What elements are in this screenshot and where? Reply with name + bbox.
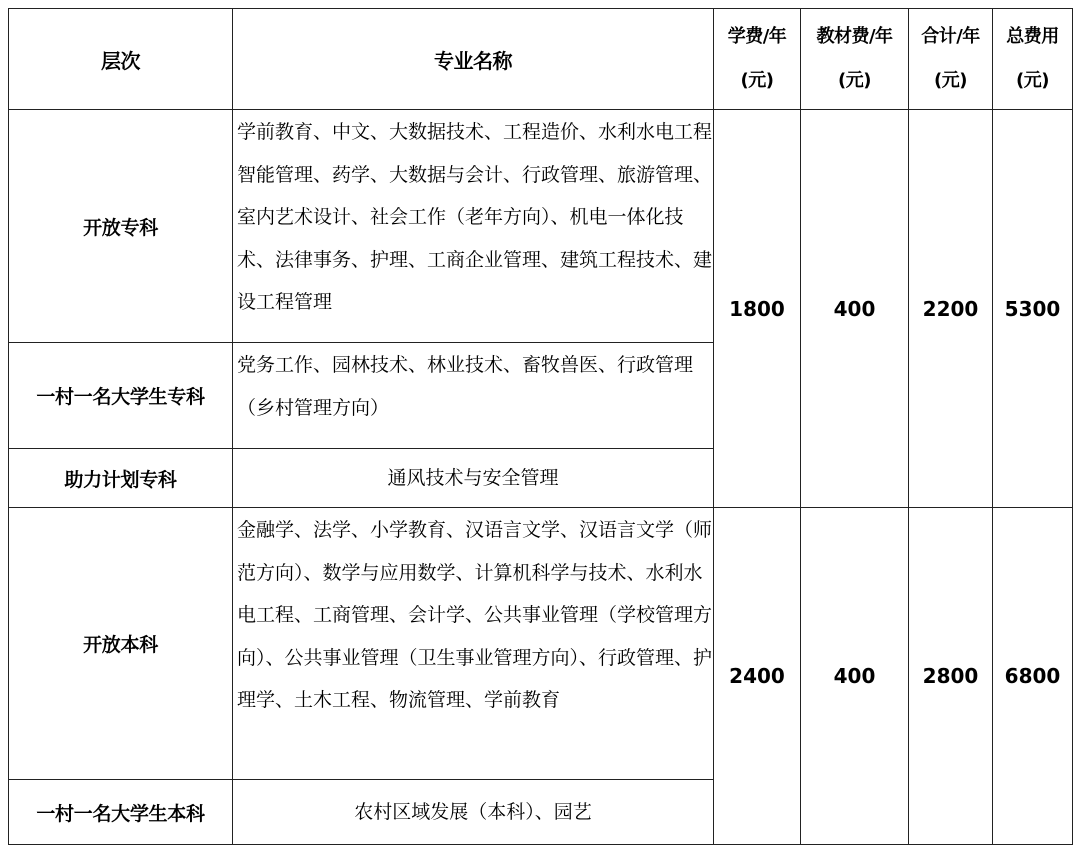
header-total-year bbox=[909, 9, 993, 110]
books-cell: 400 bbox=[801, 110, 909, 508]
majors-cell: 金融学、法学、小学教育、汉语言文学、汉语言文学（师范方向）、数学与应用数学、计算机科学与技术、水利水电工程、工商管理、会计学、公共事业管理（学校管理方向）、公共事业管理（卫生事业管理方向）、行政管理、护理学、土木工程、物流管理、学前教育 bbox=[233, 508, 714, 780]
header-row bbox=[9, 9, 1073, 110]
header-books-label: 教材费/年 bbox=[816, 26, 893, 47]
header-level: 层次 bbox=[9, 9, 233, 110]
total-cell: 5300 bbox=[993, 110, 1073, 508]
header-total-label: 总费用 bbox=[1006, 26, 1059, 47]
header-tuition bbox=[714, 9, 801, 110]
level-cell: 一村一名大学生专科 bbox=[9, 343, 233, 449]
header-tuition-label: 学费/年 bbox=[727, 26, 787, 47]
header-total-year-label: 合计/年 bbox=[921, 26, 980, 47]
fee-table bbox=[8, 8, 1073, 845]
header-total-year-unit: (元) bbox=[934, 70, 967, 91]
total-year-cell: 2200 bbox=[909, 110, 993, 508]
header-major: 专业名称 bbox=[233, 9, 714, 110]
header-books-unit: (元) bbox=[838, 70, 871, 91]
header-tuition-unit: (元) bbox=[740, 70, 774, 91]
books-cell: 400 bbox=[801, 508, 909, 845]
table-row bbox=[9, 508, 1073, 780]
level-cell: 一村一名大学生本科 bbox=[9, 780, 233, 845]
level-cell: 开放本科 bbox=[9, 508, 233, 780]
majors-cell: 农村区域发展（本科）、园艺 bbox=[233, 780, 714, 845]
table-row bbox=[9, 110, 1073, 343]
level-cell: 助力计划专科 bbox=[9, 449, 233, 508]
majors-cell: 党务工作、园林技术、林业技术、畜牧兽医、行政管理（乡村管理方向） bbox=[233, 343, 714, 449]
majors-cell: 通风技术与安全管理 bbox=[233, 449, 714, 508]
total-year-cell: 2800 bbox=[909, 508, 993, 845]
level-cell: 开放专科 bbox=[9, 110, 233, 343]
header-books bbox=[801, 9, 909, 110]
header-total bbox=[993, 9, 1073, 110]
header-total-unit: (元) bbox=[1016, 70, 1049, 91]
total-cell: 6800 bbox=[993, 508, 1073, 845]
majors-cell: 学前教育、中文、大数据技术、工程造价、水利水电工程智能管理、药学、大数据与会计、行政管理、旅游管理、室内艺术设计、社会工作（老年方向）、机电一体化技术、法律事务、护理、工商企业管理、建筑工程技术、建设工程管理 bbox=[233, 110, 714, 343]
tuition-cell: 1800 bbox=[714, 110, 801, 508]
tuition-cell: 2400 bbox=[714, 508, 801, 845]
